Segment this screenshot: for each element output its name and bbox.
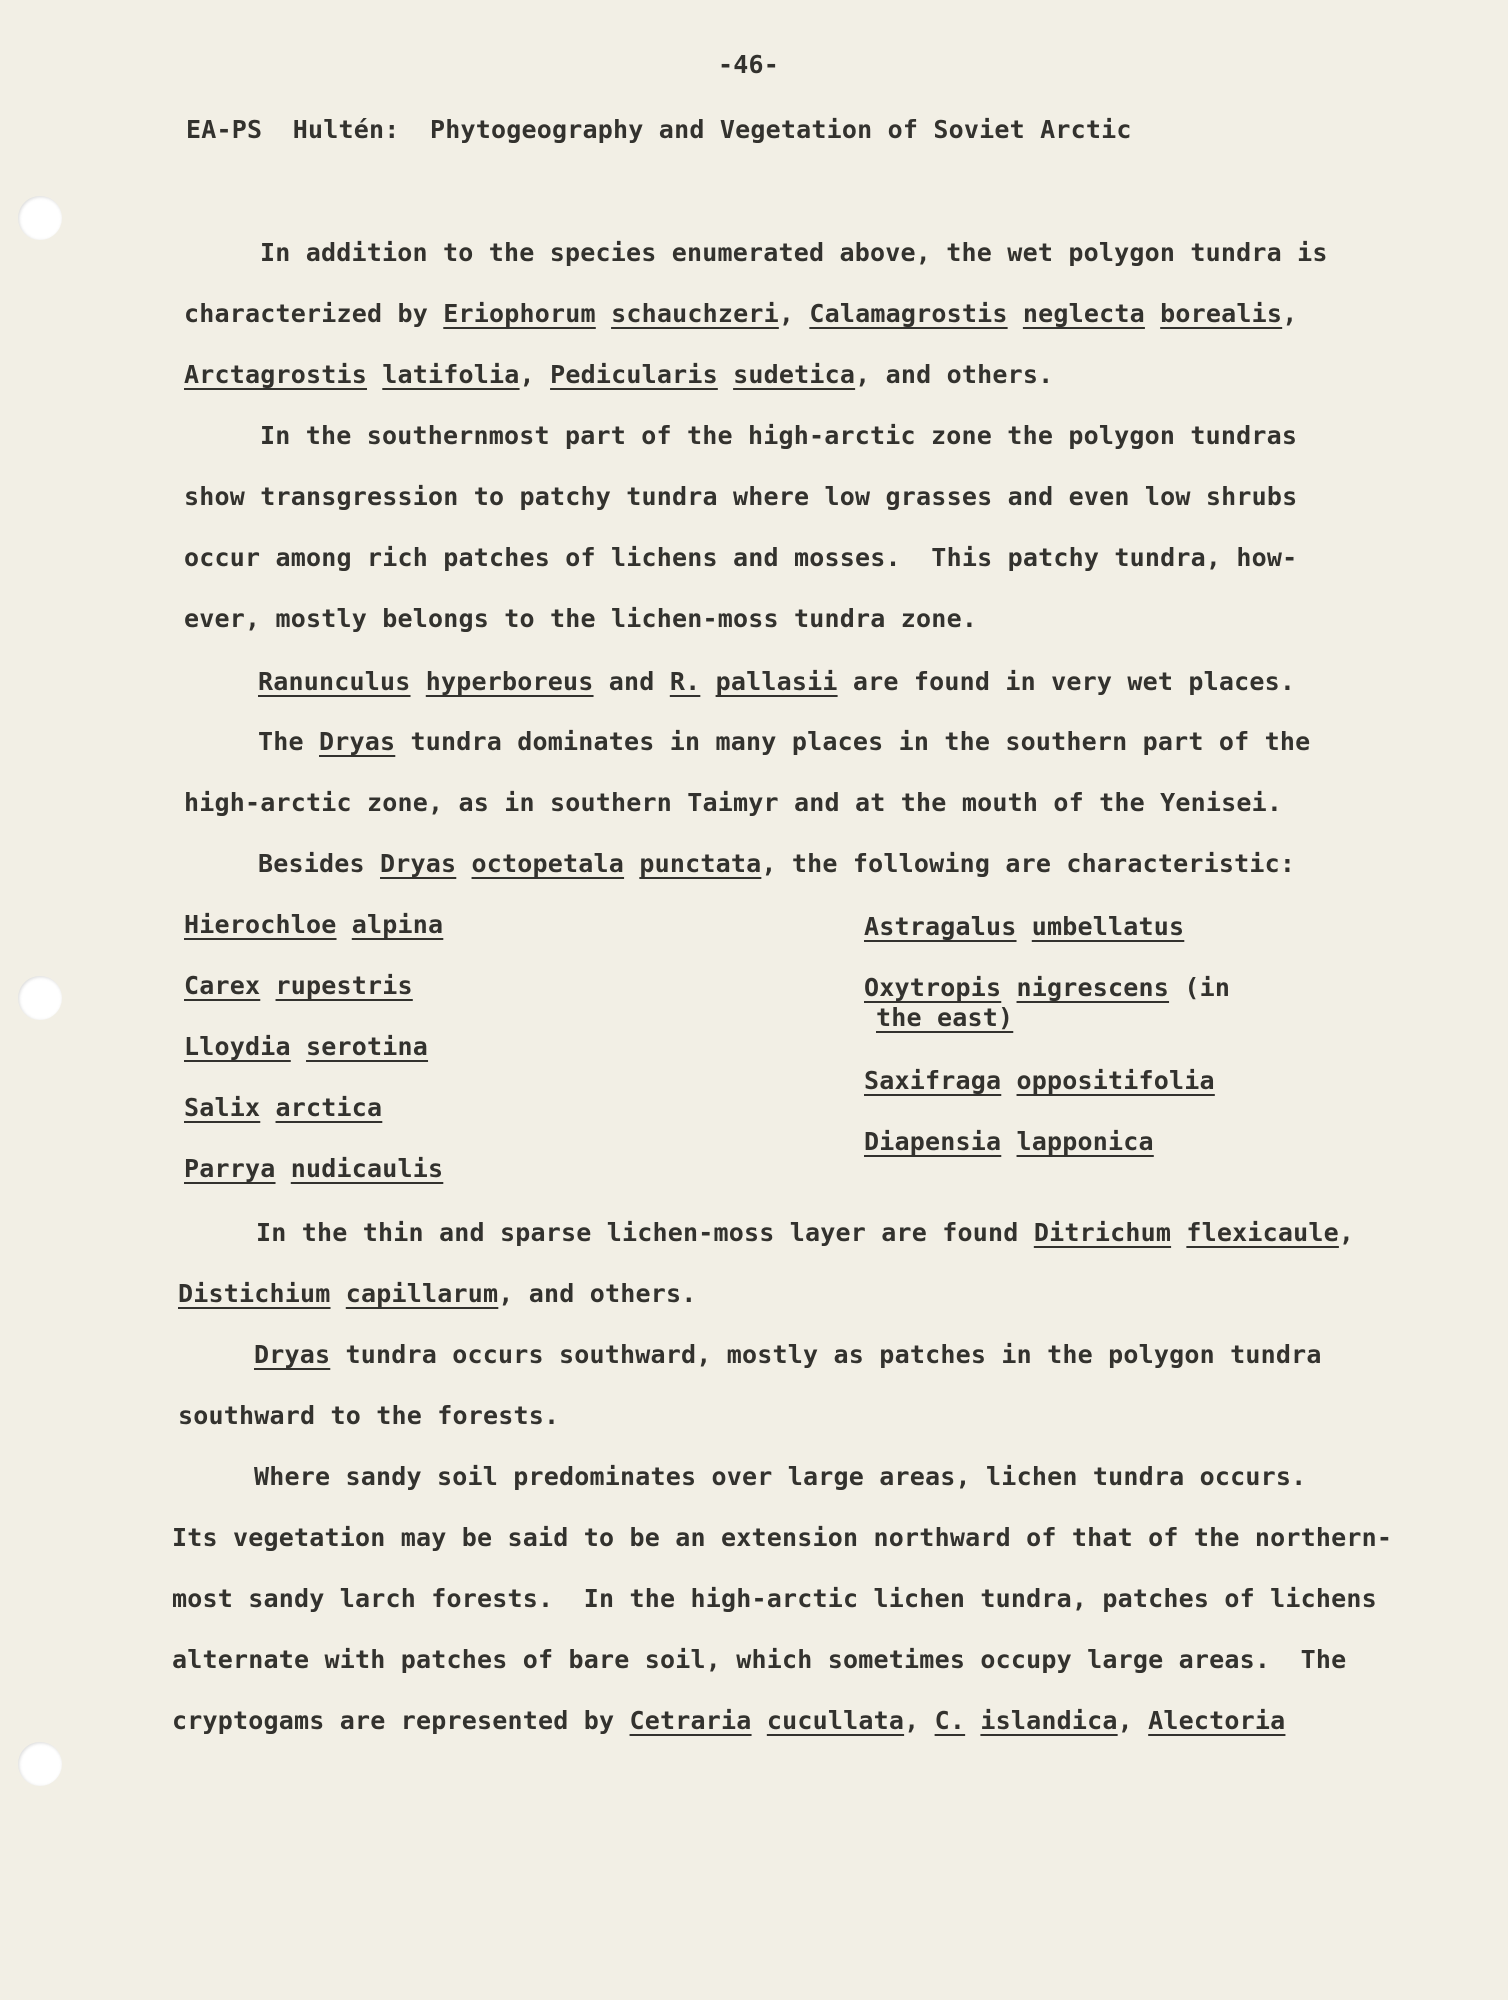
taxon: sudetica [733,360,856,389]
para6-line1: In the thin and sparse lichen-moss layer are found Ditrichum flexicaule, [256,1218,1355,1247]
text-run: and [593,667,670,696]
taxon: cucullata [766,1706,905,1735]
taxon: Parrya [184,1154,276,1183]
para5-line1 [258,849,1295,878]
species-left-4 [184,1093,382,1122]
species-left-2 [184,971,413,1000]
taxon: borealis [1160,299,1283,328]
text-run: Besides [258,849,381,878]
taxon: Salix [184,1093,261,1122]
taxon: Alectoria [1148,1706,1286,1735]
taxon: Carex [184,971,261,1000]
para1-line1: In addition to the species enumerated above, the wet polygon tundra is [260,238,1328,267]
taxon: neglecta [1022,299,1145,328]
taxon: R. [669,667,701,696]
taxon: Dryas [254,1340,331,1369]
species-left-3 [184,1032,428,1061]
para6-line2 [178,1279,697,1308]
para7-line1 [254,1340,1322,1369]
para8-line3: most sandy larch forests. In the high-arctic lichen tundra, patches of lichens [172,1584,1377,1613]
taxon: islandica [980,1706,1118,1735]
taxon: hyperboreus [425,667,594,696]
taxon: Arctagrostis [184,360,368,389]
running-header [186,115,1132,144]
taxon: C. [934,1706,966,1735]
species-left-5 [184,1154,443,1183]
taxon: Lloydia [184,1032,291,1061]
page-number: -46- [718,50,780,79]
para1-line3: Arctagrostis latifolia, Pedicularis sudetica, and others. [184,360,1054,389]
taxon: pallasii [715,667,838,696]
species-right-2 [864,973,1230,1002]
para4-line1 [258,727,1310,756]
para2-line1: In the southernmost part of the high-arctic zone the polygon tundras [260,421,1298,450]
taxon: schauchzeri [611,299,779,328]
taxon: nigrescens [1016,973,1170,1002]
taxon: latifolia [382,360,520,389]
text-run: The [258,727,320,756]
taxon: Ranunculus [258,667,411,696]
taxon: capillarum [345,1279,499,1308]
text-run: cryptogams are represented by [172,1706,630,1735]
taxon: Calamagrostis [809,299,1008,328]
taxon: flexicaule [1186,1218,1339,1247]
taxon: Cetraria [629,1706,752,1735]
taxon: oppositifolia [1016,1066,1215,1095]
para8-line1: Where sandy soil predominates over large areas, lichen tundra occurs. [254,1462,1307,1491]
taxon: serotina [306,1032,429,1061]
text-run: are found in very wet places. [837,667,1296,696]
punch-hole [18,1742,62,1786]
species-right-1 [864,912,1184,941]
taxon: nudicaulis [290,1154,444,1183]
taxon: alpina [351,910,444,939]
taxon: the east) [876,1003,1014,1032]
text-run: , and others. [498,1279,697,1308]
para8-line4: alternate with patches of bare soil, which sometimes occupy large areas. The [172,1645,1347,1674]
header-code: EA-PS [186,115,263,144]
taxon: Saxifraga [864,1066,1002,1095]
taxon: Eriophorum [443,299,596,328]
species-right-3 [864,1066,1215,1095]
para4-line2: high-arctic zone, as in southern Taimyr and at the mouth of the Yenisei. [184,788,1283,817]
para3-line1 [258,667,1295,696]
taxon: punctata [639,849,762,878]
taxon: Astragalus [864,912,1017,941]
text-run: , and others. [855,360,1054,389]
para2-line3: occur among rich patches of lichens and mosses. This patchy tundra, how- [184,543,1298,572]
header-title: Hultén: Phytogeography and Vegetation of Soviet Arctic [292,115,1132,144]
taxon: rupestris [275,971,413,1000]
taxon: Ditrichum [1033,1218,1172,1247]
para8-line2: Its vegetation may be said to be an extension northward of that of the northern- [172,1523,1393,1552]
para8-line5: cryptogams are represented by Cetraria cucullata, C. islandica, Alectoria [172,1706,1286,1735]
taxon: Distichium [178,1279,331,1308]
punch-hole [18,196,62,240]
text-run: characterized by [184,299,444,328]
taxon: Oxytropis [864,973,1002,1002]
species-right-2-cont [876,1003,1013,1032]
taxon: Diapensia [864,1127,1002,1156]
punch-hole [18,976,62,1020]
para7-line2: southward to the forests. [178,1401,560,1430]
taxon: Pedicularis [550,360,718,389]
para2-line2: show transgression to patchy tundra where low grasses and even low shrubs [184,482,1298,511]
text-run: , the following are characteristic: [761,849,1296,878]
taxon: Hierochloe [184,910,337,939]
taxon: arctica [275,1093,383,1122]
text-run: (in [1184,973,1231,1002]
text-run: In the thin and sparse lichen-moss layer are found [256,1218,1034,1247]
para1-line2: characterized by Eriophorum schauchzeri, Calamagrostis neglecta borealis, [184,299,1298,328]
species-right-4 [864,1127,1154,1156]
taxon: octopetala [471,849,625,878]
taxon: Dryas [380,849,457,878]
taxon: lapponica [1016,1127,1154,1156]
para2-line4: ever, mostly belongs to the lichen-moss tundra zone. [184,604,978,633]
taxon: umbellatus [1031,912,1185,941]
taxon: Dryas [319,727,396,756]
text-run: tundra occurs southward, mostly as patches in the polygon tundra [330,1340,1322,1369]
text-run: tundra dominates in many places in the southern part of the [395,727,1311,756]
species-left-1 [184,910,443,939]
